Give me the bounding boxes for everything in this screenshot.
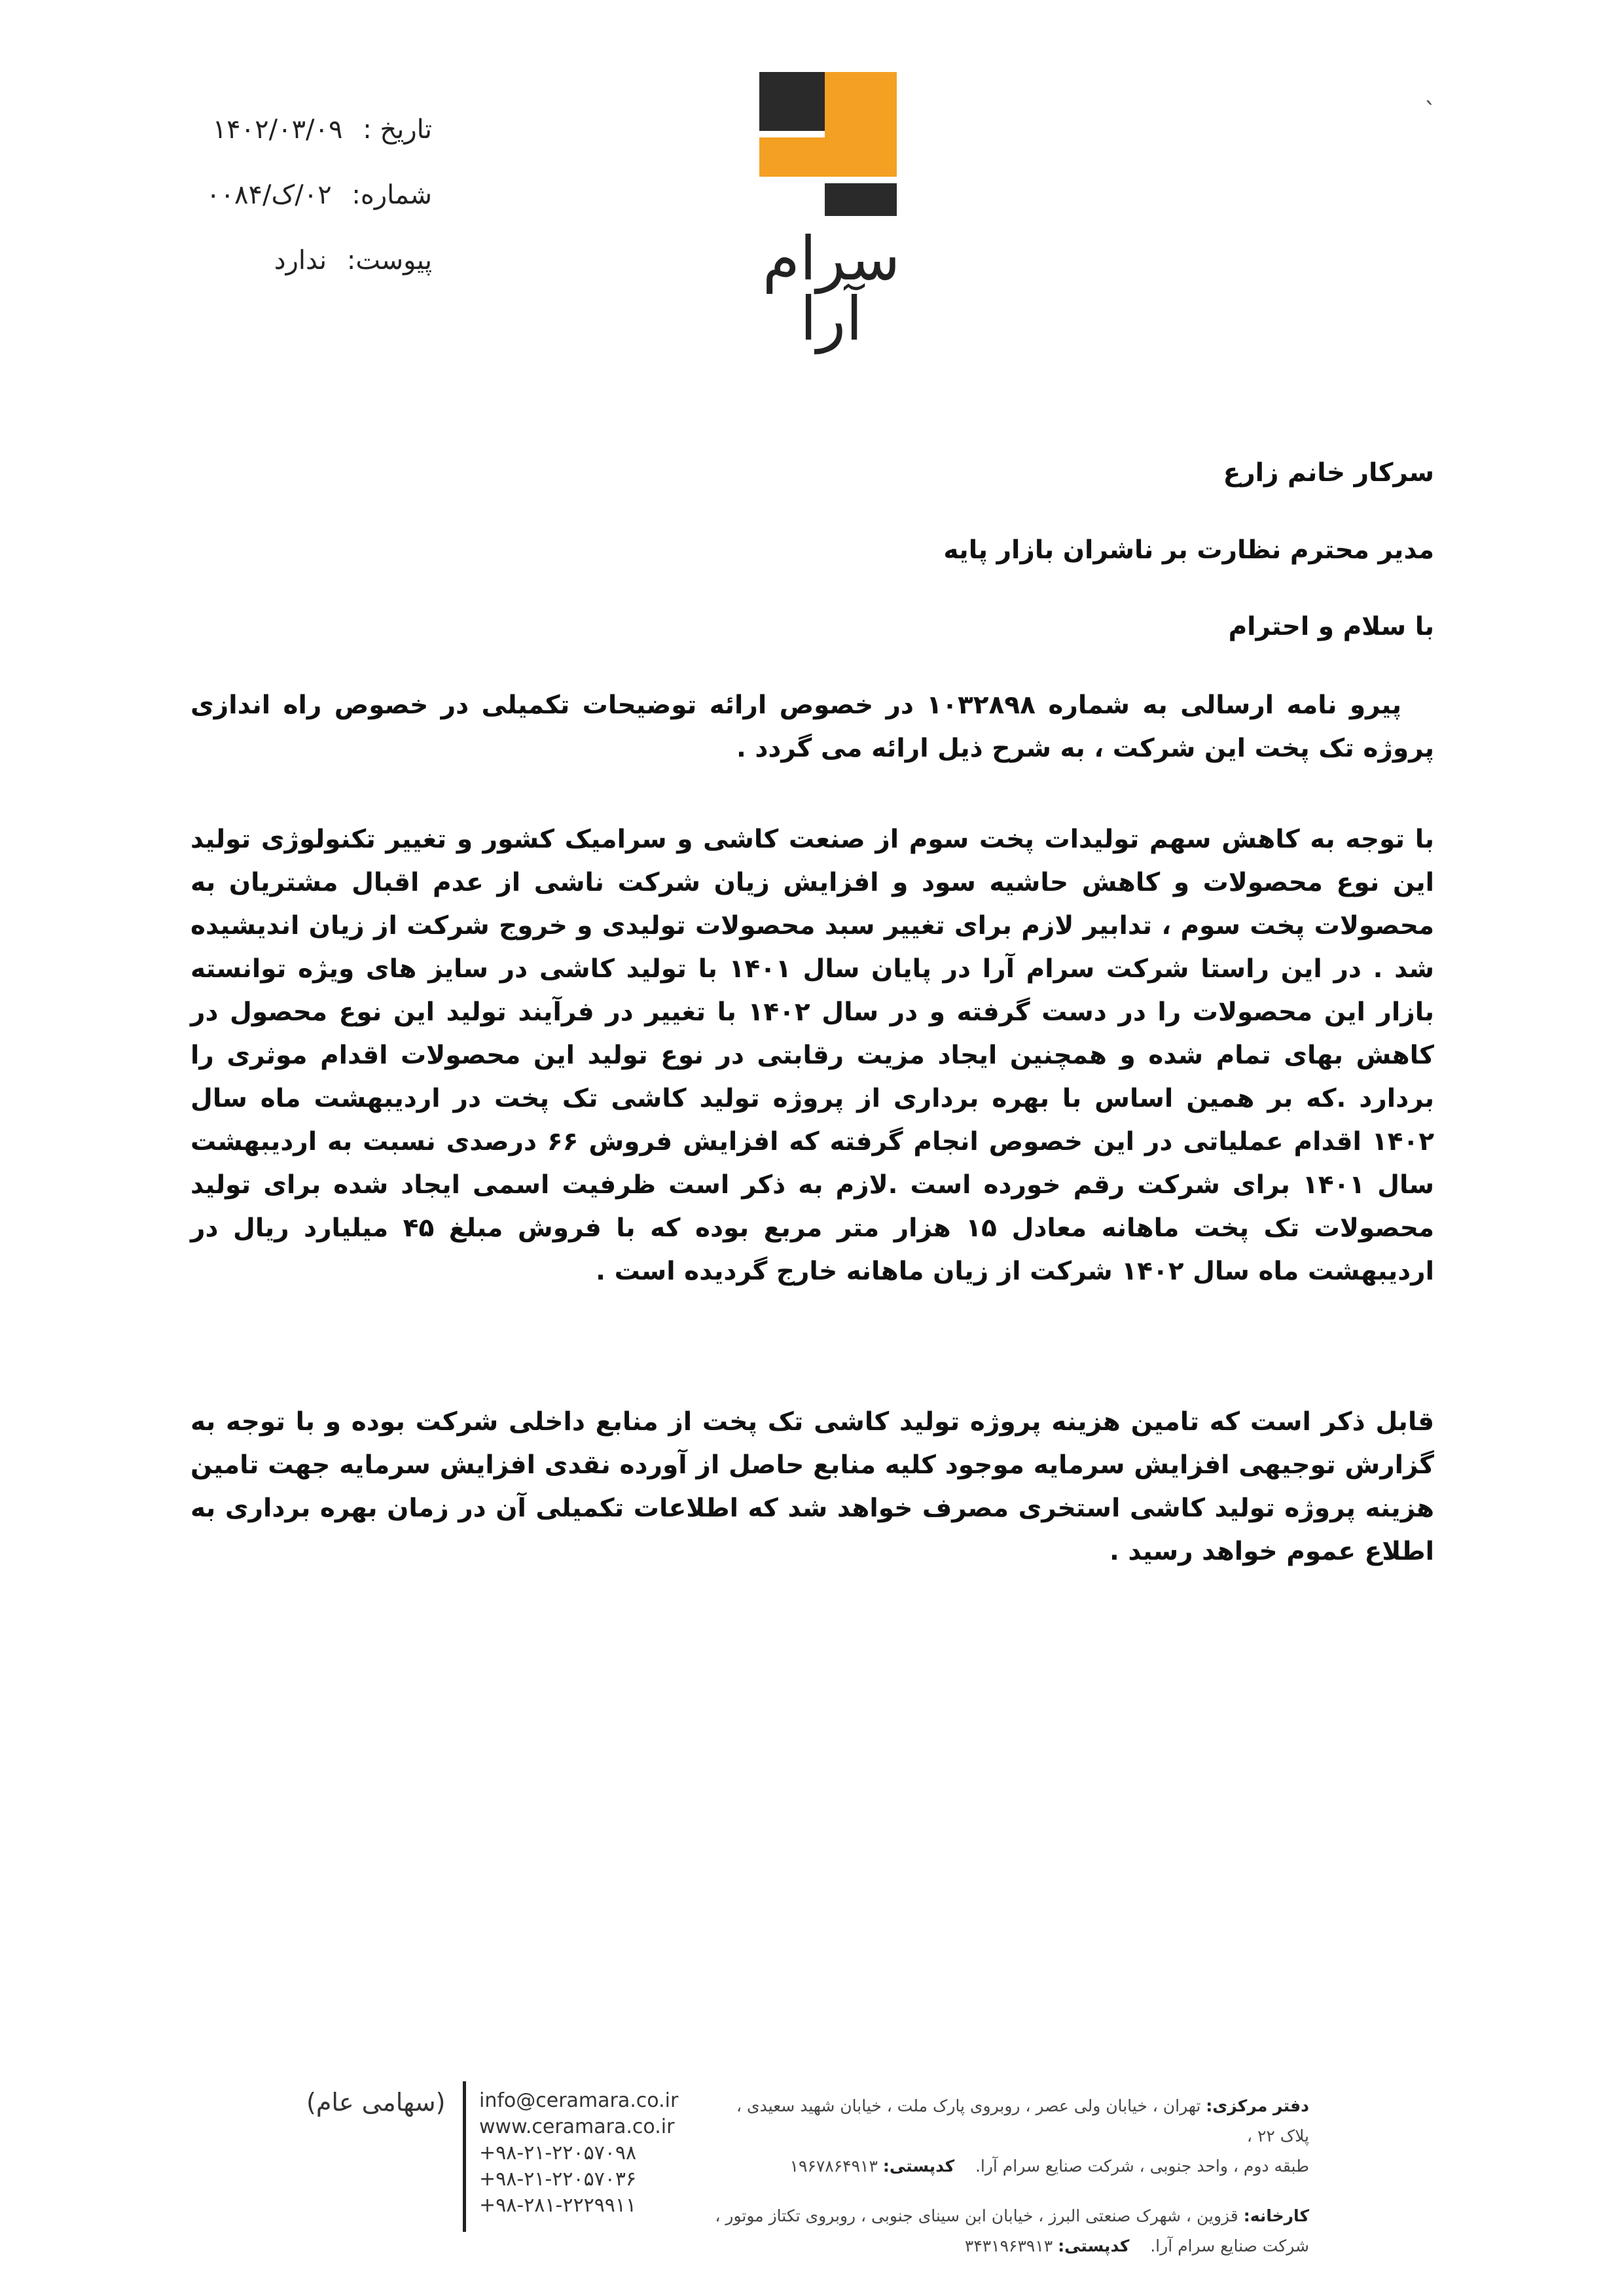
- footer-phone-1: +۹۸-۲۱-۲۲۰۵۷۰۹۸: [479, 2142, 637, 2164]
- logo-dark-square: [759, 72, 825, 131]
- company-type: (سهامی عام): [306, 2088, 446, 2117]
- recipient-role: مدیر محترم نظارت بر ناشران بازار پایه: [943, 535, 1434, 565]
- paragraph-3: قابل ذکر است که تامین هزینه پروژه تولید کاشی تک پخت از منابع داخلی شرکت بوده و با توجه به گزارش توجیهی افزایش سرمایه موجود کلیه منابع حاصل از آورده نقدی افزایش سرمایه جهت تامین هزینه پروژه تولید کاشی استخری مصرف خواهد شد که اطلاعات تکمیلی آن در زمان بهره برداری به اطلاع عموم خواهد رسید .: [190, 1407, 1434, 1566]
- factory-address-1: قزوین ، شهرک صنعتی البرز ، خیابان ابن سینای جنوبی ، روبروی تکتاز موتور ،: [715, 2206, 1238, 2225]
- attachment-line: [183, 245, 432, 276]
- footer-website[interactable]: www.ceramara.co.ir: [479, 2115, 675, 2138]
- attachment-label: پیوست:: [346, 245, 432, 276]
- footer-email[interactable]: info@ceramara.co.ir: [479, 2089, 679, 2112]
- factory-address-2: شرکت صنایع سرام آرا.: [1150, 2236, 1309, 2255]
- factory-line-1: [707, 2201, 1309, 2231]
- logo-orange-square: [825, 72, 897, 177]
- head-office-postal: ۱۹۶۷۸۶۴۹۱۳: [789, 2157, 878, 2176]
- head-office-address-2: طبقه دوم ، واحد جنوبی ، شرکت صنایع سرام آرا.: [975, 2157, 1309, 2176]
- number-line: [183, 180, 432, 210]
- factory-postal-label: کدپستی:: [1058, 2236, 1130, 2255]
- head-office-label: دفتر مرکزی:: [1206, 2096, 1309, 2115]
- recipient-title: سرکار خانم زارع: [1223, 458, 1434, 488]
- logo-dark-bar: [825, 183, 897, 216]
- factory-label: کارخانه:: [1243, 2206, 1309, 2225]
- factory-line-2: [707, 2231, 1309, 2261]
- corner-mark: `: [1424, 98, 1436, 125]
- company-logo: [746, 72, 916, 354]
- footer-phone-2: +۹۸-۲۱-۲۲۰۵۷۰۳۶: [479, 2168, 637, 2191]
- footer-phone-3: +۹۸-۲۸۱-۲۲۲۹۹۱۱: [479, 2194, 637, 2217]
- head-office-postal-label: کدپستی:: [882, 2157, 955, 2176]
- head-office-address-1: تهران ، خیابان ولی عصر ، روبروی پارک ملت ، خیابان شهید سعیدی ، پلاک ۲۲ ،: [736, 2096, 1309, 2145]
- factory-postal: ۳۴۳۱۹۶۳۹۱۳: [964, 2236, 1053, 2255]
- number-value: ۰۲/ک/۰۰۸۴: [206, 180, 332, 210]
- paragraph-2: با توجه به کاهش سهم تولیدات پخت سوم از صنعت کاشی و سرامیک کشور و تغییر تکنولوژی تولید این نوع محصولات و کاهش حاشیه سود و افزایش زیان شرکت ناشی از عدم اقبال مشتریان به محصولات پخت سوم ، تدابیر لازم برای تغییر سبد محصولات تولیدی و خروج شرکت از زیان اندیشیده شد . در این راستا شرکت سرام آرا در پایان سال ۱۴۰۱ با تولید کاشی در سایز های ویژه توانسته بازار این محصولات را در دست گرفته و در سال ۱۴۰۲ با تغییر در فرآیند تولید این نوع محصول در کاهش بهای تمام شده و همچنین ایجاد مزیت رقابتی در نوع تولید این محصولات اقدام موثری را بردارد .که بر همین اساس با بهره برداری از پروژه تولید کاشی تک پخت در اردیبهشت ماه سال ۱۴۰۲ اقدام عملیاتی در این خصوص انجام گرفته که افزایش فروش ۶۶ درصدی نسبت به اردیبهشت سال ۱۴۰۱ برای شرکت رقم خورده است .لازم به ذکر است ظرفیت اسمی ایجاد شده برای تولید محصولات تک پخت ماهانه معادل ۱۵ هزار متر مربع بوده که با فروش مبلغ ۴۵ میلیارد ریال در اردیبهشت ماه سال ۱۴۰۲ شرکت از زیان ماهانه خارج گردیده است .: [190, 825, 1435, 1286]
- head-office-line-2: [707, 2151, 1309, 2181]
- paragraph-1: پیرو نامه ارسالی به شماره ۱۰۳۲۸۹۸ در خصوص ارائه توضیحات تکمیلی در خصوص راه اندازی پروژه تک پخت این شرکت ، به شرح ذیل ارائه می گردد .: [190, 691, 1434, 763]
- logo-brand-name: سرام آرا: [762, 224, 901, 354]
- date-label: تاریخ :: [363, 115, 432, 145]
- head-office-line-1: [707, 2091, 1309, 2151]
- footer-contacts: [479, 2088, 678, 2219]
- logo-orange-square-2: [759, 137, 825, 177]
- date-line: [183, 115, 432, 145]
- footer-addresses: [707, 2091, 1309, 2261]
- number-label: شماره:: [352, 180, 432, 210]
- greeting: با سلام و احترام: [1228, 612, 1434, 641]
- date-value: ۱۴۰۲/۰۳/۰۹: [212, 115, 343, 145]
- attachment-value: ندارد: [274, 245, 327, 276]
- footer-divider: [463, 2081, 466, 2232]
